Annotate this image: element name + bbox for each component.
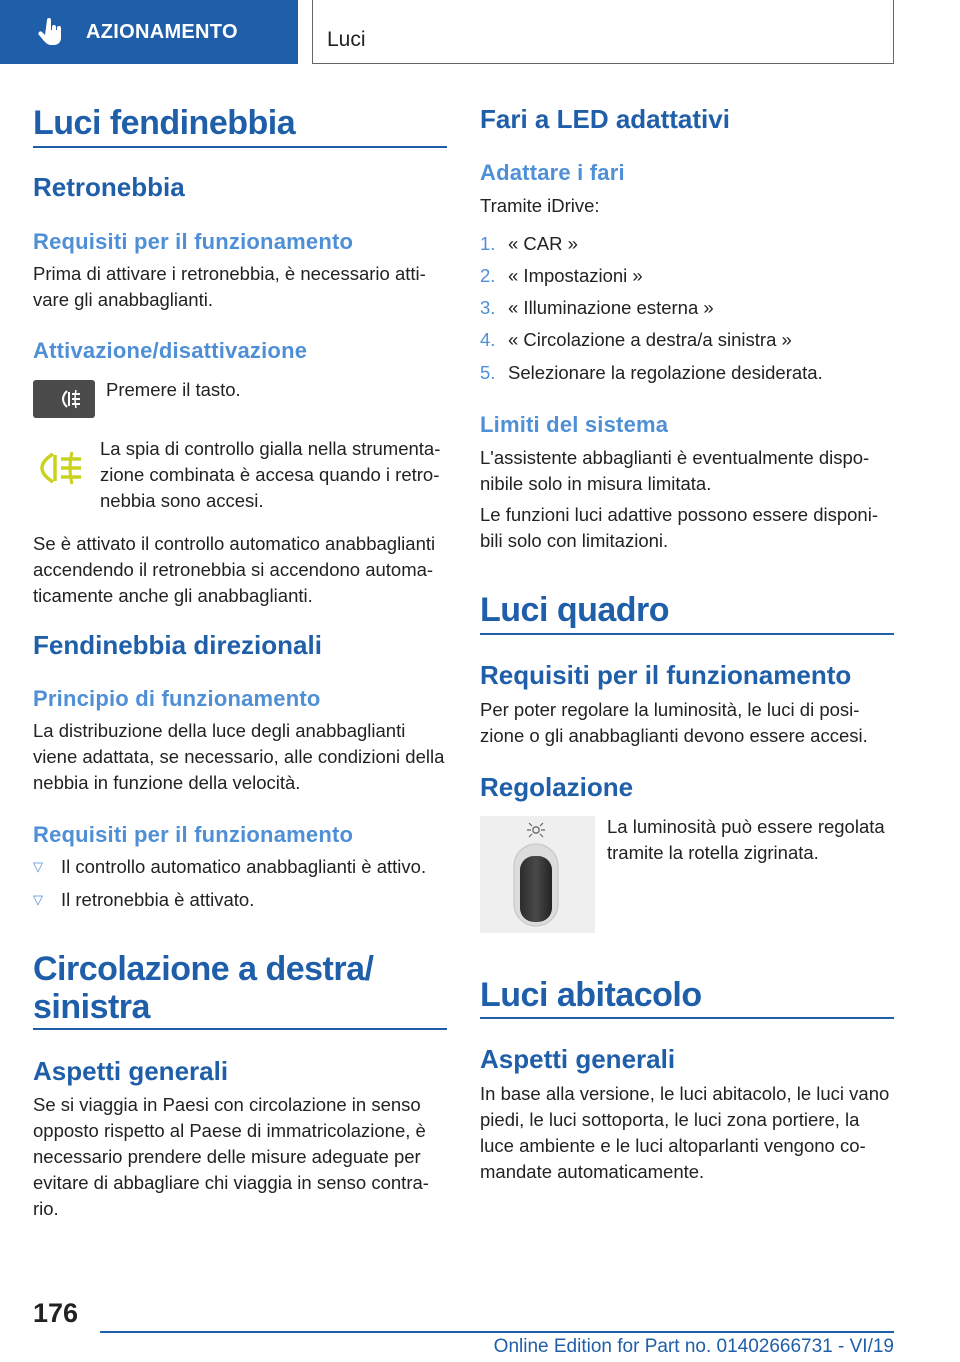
list-item: 2. « Impostazioni » bbox=[480, 265, 643, 286]
page-number: 176 bbox=[33, 1298, 79, 1328]
rear-fog-button-image bbox=[33, 380, 95, 418]
heading-traffic-side: Circolazione a destra/ sinistra bbox=[33, 950, 374, 1026]
paragraph-interior-lights: In base alla versione, le luci abitacolo, le luci vano piedi, le luci sottoporta, le luci zona portiere, la luce ambiente e le luci altoparlanti vengono co- mandate automaticamente. bbox=[480, 1083, 890, 1182]
heading-adapt-headlights: Adattare i fari bbox=[480, 160, 625, 185]
heading-general-aspects: Aspetti generali bbox=[33, 1056, 229, 1086]
paragraph-idrive: Tramite iDrive: bbox=[480, 195, 600, 216]
rear-fog-indicator-icon bbox=[33, 448, 87, 488]
paragraph-principle: La distribuzione della luce degli anabbaglianti viene adattata, se necessario, alle condizioni della nebbia in funzione della velocità. bbox=[33, 720, 445, 793]
paragraph-auto-low-beam: Se è attivato il controllo automatico anabbaglianti accendendo il retronebbia si accendono automa- ticamente anche gli anabbaglianti. bbox=[33, 533, 436, 606]
chapter-header bbox=[312, 0, 894, 64]
heading-principle: Principio di funzionamento bbox=[33, 686, 321, 711]
heading-rear-fog: Retronebbia bbox=[33, 172, 185, 202]
paragraph-requirements: Prima di attivare i retronebbia, è necessario atti- vare gli anabbaglianti. bbox=[33, 263, 426, 310]
heading-interior-lights: Luci abitacolo bbox=[480, 976, 702, 1014]
paragraph-limits-1: L'assistente abbaglianti è eventualmente dispo- nibile solo in misura limitata. bbox=[480, 447, 870, 494]
heading-rule bbox=[480, 633, 894, 635]
section-tab[interactable] bbox=[0, 0, 298, 64]
heading-requirements-right: Requisiti per il funzionamento bbox=[480, 660, 852, 690]
heading-rule bbox=[480, 1017, 894, 1019]
list-item: 5. Selezionare la regolazione desiderata. bbox=[480, 362, 823, 383]
heading-requirements: Requisiti per il funzionamento bbox=[33, 229, 354, 254]
list-item: ▽ Il controllo automatico anabbaglianti è attivo. bbox=[33, 856, 427, 877]
list-item: 4. « Circolazione a destra/a sinistra » bbox=[480, 329, 792, 350]
heading-adaptive-led: Fari a LED adattativi bbox=[480, 104, 730, 134]
thumbwheel-icon bbox=[480, 816, 595, 933]
paragraph-general-aspects: Se si viaggia in Paesi con circolazione in senso opposto rispetto al Paese di immatricolazione, è necessario prendere delle misure adeguate per evitare di abbagliare chi viaggia in senso contra- rio. bbox=[33, 1094, 429, 1219]
heading-directional-fog: Fendinebbia direzionali bbox=[33, 630, 322, 660]
heading-rule bbox=[33, 146, 447, 148]
footer-rule bbox=[100, 1331, 894, 1333]
paragraph-requirements-right: Per poter regolare la luminosità, le luci di posi- zione o gli anabbaglianti devono essere accesi. bbox=[480, 699, 868, 746]
list-item: 3. « Illuminazione esterna » bbox=[480, 297, 714, 318]
list-item: ▽ Il retronebbia è attivato. bbox=[33, 889, 255, 910]
heading-rule bbox=[33, 1028, 447, 1030]
hand-pointer-icon bbox=[38, 18, 64, 46]
heading-system-limits: Limiti del sistema bbox=[480, 412, 669, 437]
heading-adjustment: Regolazione bbox=[480, 772, 634, 802]
chapter-label: Luci bbox=[327, 28, 366, 51]
bullet-triangle-icon: ▽ bbox=[33, 892, 43, 907]
heading-fog-lights: Luci fendinebbia bbox=[33, 104, 296, 142]
heading-general-aspects-right: Aspetti generali bbox=[480, 1044, 676, 1074]
heading-activation: Attivazione/disattivazione bbox=[33, 338, 308, 363]
paragraph-press-button: Premere il tasto. bbox=[106, 379, 241, 400]
bullet-triangle-icon: ▽ bbox=[33, 859, 43, 874]
heading-instrument-lights: Luci quadro bbox=[480, 591, 670, 629]
edition-text: Online Edition for Part no. 01402666731 - VI/19 bbox=[493, 1336, 894, 1357]
list-item: 1. « CAR » bbox=[480, 233, 578, 254]
paragraph-indicator: La spia di controllo gialla nella strumenta- zione combinata è accesa quando i retro- nebbia sono accesi. bbox=[100, 438, 441, 511]
section-label: AZIONAMENTO bbox=[86, 20, 238, 43]
paragraph-limits-2: Le funzioni luci adattive possono essere disponi- bili solo con limitazioni. bbox=[480, 504, 878, 551]
heading-requirements-2: Requisiti per il funzionamento bbox=[33, 822, 354, 847]
rear-fog-light-icon bbox=[33, 380, 95, 418]
paragraph-adjustment: La luminosità può essere regolata tramite la rotella zigrinata. bbox=[607, 816, 885, 863]
thumbwheel-image bbox=[480, 816, 595, 933]
